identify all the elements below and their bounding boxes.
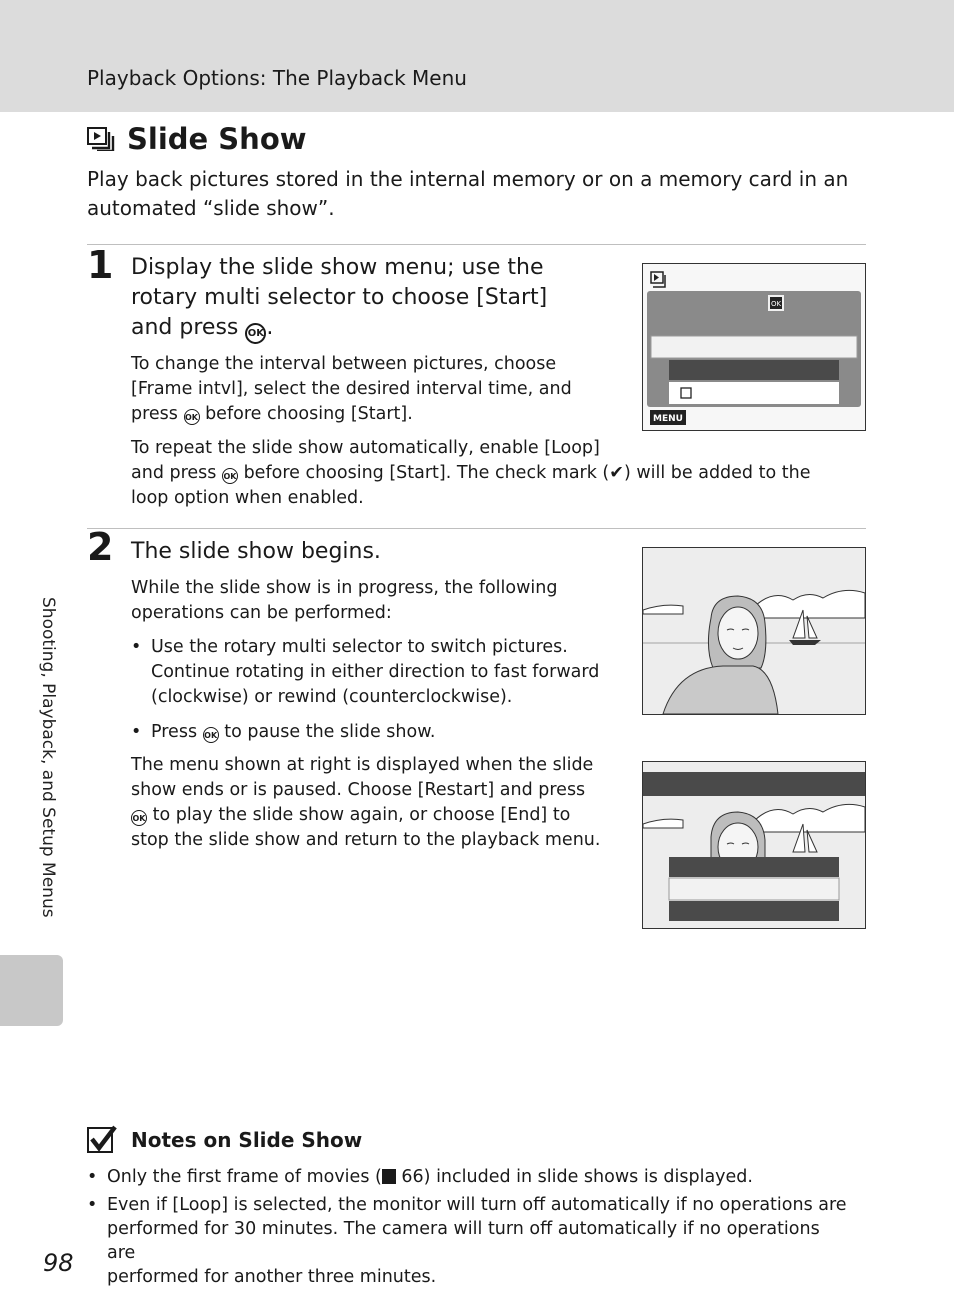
step2-heading: The slide show begins. (131, 539, 381, 564)
page-header (0, 0, 954, 112)
text-line (131, 461, 871, 486)
text-line: (clockwise) or rewind (counterclockwise). (151, 687, 513, 707)
step1-heading-line: and press OK . (131, 313, 547, 344)
bullet-icon: • (87, 1195, 98, 1215)
text-fragment: before choosing [Start]. The check mark ( (243, 463, 610, 483)
text-fragment: and press (131, 463, 217, 483)
text-fragment: before choosing [Start]. (205, 404, 413, 424)
intro-text: Play back pictures stored in the internal memory or on a memory card in an automated “slide show”. (87, 167, 849, 220)
step1-heading-text: and press (131, 315, 239, 340)
text-line: Continue rotating in either direction to fast forward (151, 662, 600, 682)
text-line: While the slide show is in progress, the following (131, 578, 558, 598)
side-tab-label (28, 597, 64, 937)
text-fragment: 66) included in slide shows is displayed. (401, 1167, 753, 1187)
ok-button-icon: OK (245, 323, 266, 344)
text-line (131, 803, 600, 828)
step1-paragraph-loop (131, 436, 871, 511)
side-tab-text: Shooting, Playback, and Setup Menus (38, 597, 58, 918)
text-fragment: to play the slide show again, or choose [End] to (152, 805, 571, 825)
ok-button-icon: OK (222, 468, 238, 484)
step2-divider (87, 528, 866, 529)
ok-button-icon: OK (184, 409, 200, 425)
menu-icon: MENU (653, 414, 683, 424)
side-tab-marker (0, 955, 63, 1026)
text-line: loop option when enabled. (131, 488, 364, 508)
step1-paragraph-interval (131, 352, 572, 427)
text-line: Use the rotary multi selector to switch pictures. (151, 637, 568, 657)
header-title: Playback Options: The Playback Menu (87, 66, 467, 90)
ok-icon: OK (770, 300, 782, 308)
bullet-icon: • (131, 722, 142, 742)
text-line (131, 402, 572, 427)
page-reference-icon (382, 1169, 396, 1184)
step1-heading (131, 253, 547, 344)
notes-title (87, 1125, 362, 1155)
menu-screen-illustration (643, 264, 865, 430)
slide-photo-illustration (643, 548, 865, 714)
ok-button-icon: OK (203, 727, 219, 743)
text-line: [Frame intvl], select the desired interval time, and (131, 379, 572, 399)
bullet-icon: • (131, 637, 142, 657)
slide-show-playing-screenshot (642, 547, 866, 715)
slide-show-menu-screenshot (642, 263, 866, 431)
step1-divider (87, 244, 866, 245)
ok-button-icon: OK (131, 810, 147, 826)
step2-paragraph-menu (131, 753, 600, 853)
text-line: stop the slide show and return to the playback menu. (131, 830, 601, 850)
text-line: performed for another three minutes. (107, 1267, 437, 1287)
step2-paragraph-intro (131, 576, 558, 626)
step1-heading-line: rotary multi selector to choose [Start] (131, 285, 548, 310)
bullet-icon: • (87, 1167, 98, 1187)
text-line: performed for 30 minutes. The camera will turn off automatically if no operations are (107, 1219, 820, 1263)
text-line: The menu shown at right is displayed when the slide (131, 755, 594, 775)
slide-show-end-menu-screenshot (642, 761, 866, 929)
text-line: To repeat the slide show automatically, enable [Loop] (131, 438, 600, 458)
text-fragment: to pause the slide show. (224, 722, 436, 742)
text-line: To change the interval between pictures, choose (131, 354, 557, 374)
step1-heading-line: Display the slide show menu; use the (131, 255, 544, 280)
end-menu-illustration (643, 762, 865, 928)
checkmark-icon: ✔ (609, 463, 624, 483)
section-title (87, 122, 307, 156)
text-line: show ends or is paused. Choose [Restart] and press (131, 780, 586, 800)
text-fragment: Press (151, 722, 198, 742)
page-number: 98 (43, 1249, 74, 1277)
note-check-icon (87, 1125, 117, 1155)
step2-number: 2 (87, 525, 114, 569)
step1-number: 1 (87, 243, 114, 287)
text-fragment: ) will be added to the (623, 463, 811, 483)
text-line: Even if [Loop] is selected, the monitor will turn off automatically if no operations are (107, 1195, 847, 1215)
section-title-text: Slide Show (127, 122, 307, 156)
text-fragment: Only the first frame of movies ( (107, 1167, 382, 1187)
text-fragment: press (131, 404, 178, 424)
text-line: operations can be performed: (131, 603, 392, 623)
slide-show-icon (87, 127, 115, 151)
notes-title-text: Notes on Slide Show (131, 1128, 363, 1152)
